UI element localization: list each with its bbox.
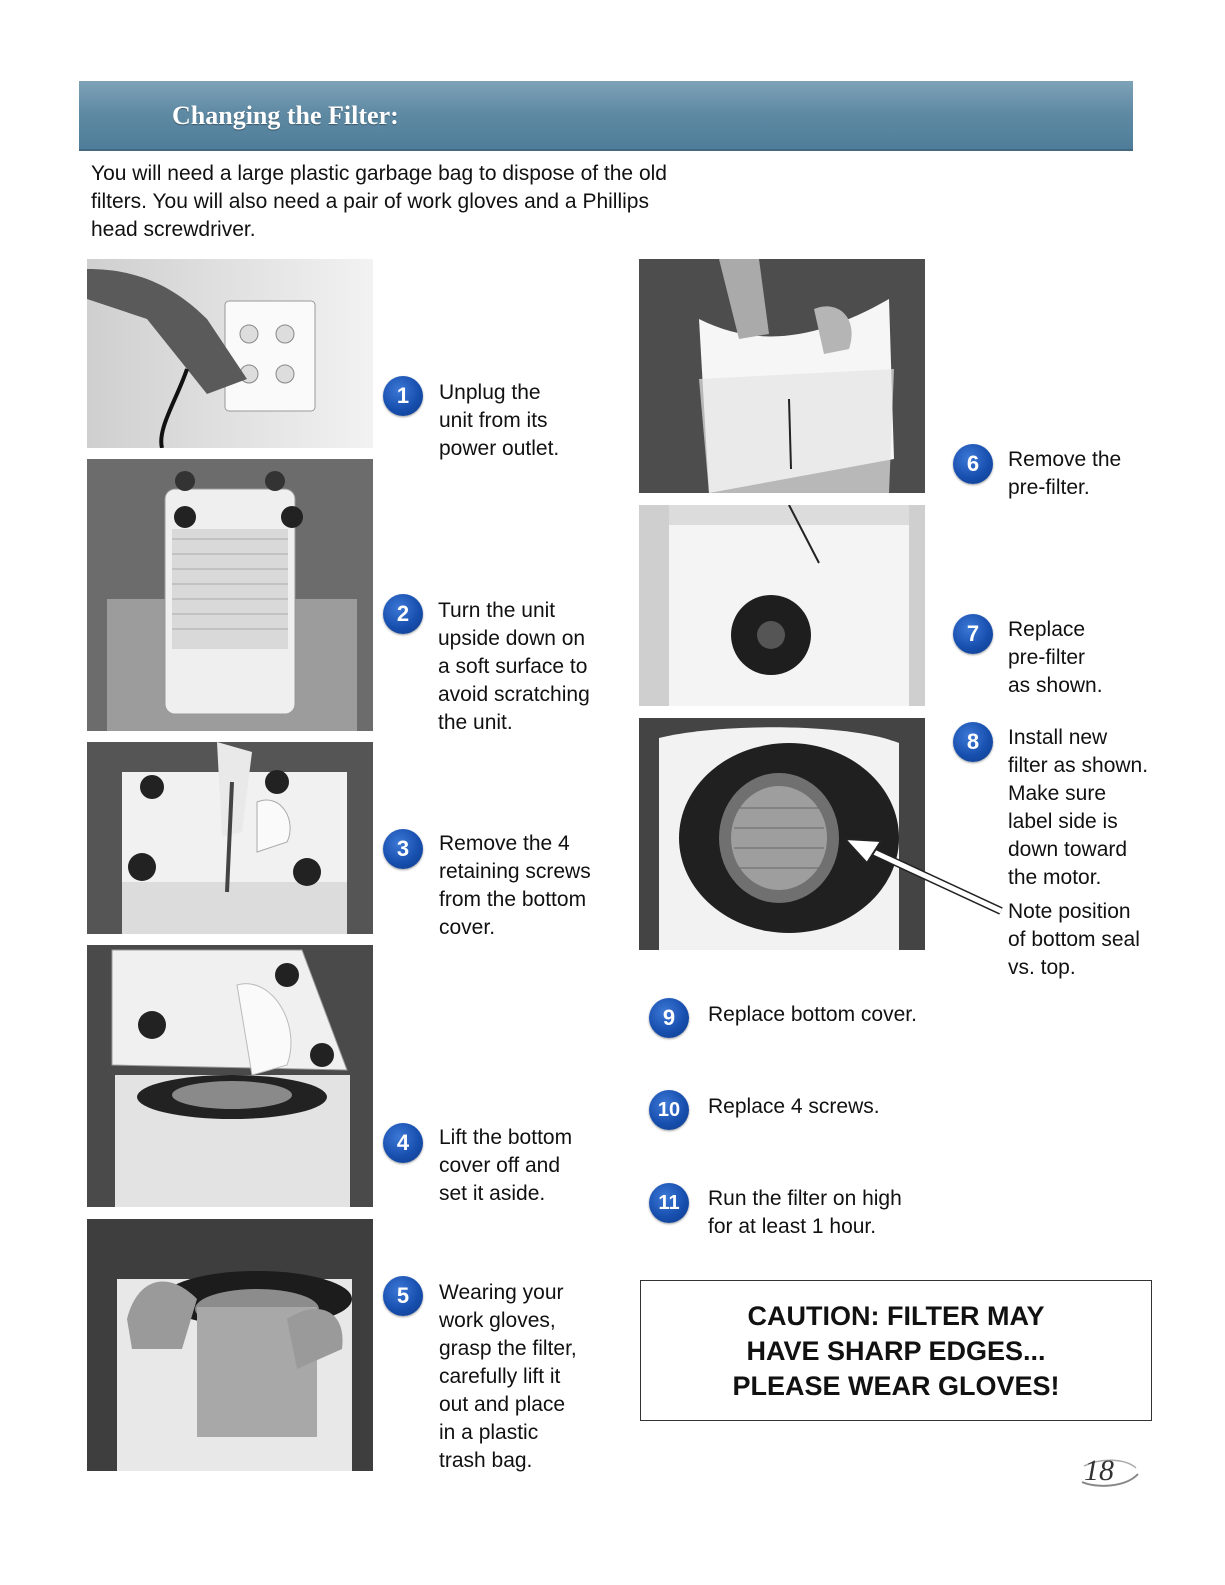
photo-remove-screws (87, 742, 373, 934)
step-line: Replace 4 screws. (708, 1095, 880, 1118)
photo-remove-prefilter (639, 259, 925, 493)
step-line: unit from its (439, 409, 548, 432)
photo-upside-down (87, 459, 373, 731)
step-line: grasp the filter, (439, 1337, 577, 1360)
step-10-badge: 10 (649, 1090, 689, 1130)
step-line: the unit. (438, 711, 513, 734)
step-8-text (1008, 724, 1148, 892)
step-line: retaining screws (439, 860, 591, 883)
photo-lift-cover (87, 945, 373, 1207)
step-8-badge: 8 (953, 722, 993, 762)
step-2-text (438, 597, 590, 737)
step-line: filter as shown. (1008, 754, 1149, 777)
step-line: Run the filter on high (708, 1187, 902, 1210)
step-4-badge: 4 (383, 1123, 423, 1163)
step-line: label side is (1008, 810, 1118, 833)
pointer-arrow (835, 835, 1015, 920)
step-line: pre-filter. (1008, 476, 1090, 499)
step-line: Make sure (1008, 782, 1107, 805)
step-line: Remove the 4 (439, 832, 570, 855)
step-line: Lift the bottom (439, 1126, 573, 1149)
step-3-text (439, 830, 591, 942)
step-line: upside down on (438, 627, 586, 650)
step-line: from the bottom (439, 888, 587, 911)
page-number (1080, 1452, 1140, 1492)
step-9-badge: 9 (649, 998, 689, 1038)
step-line: Remove the (1008, 448, 1122, 471)
step-line: for at least 1 hour. (708, 1215, 877, 1238)
step-5-text (439, 1279, 577, 1475)
step-7-badge: 7 (953, 614, 993, 654)
step-line: Replace bottom cover. (708, 1003, 917, 1026)
step-line: carefully lift it (439, 1365, 561, 1388)
photo-replace-prefilter (639, 505, 925, 706)
photo-unplug (87, 259, 373, 448)
step-line: in a plastic (439, 1421, 539, 1444)
step-10-text (708, 1093, 880, 1121)
step-line: down toward (1008, 838, 1128, 861)
caution-box (640, 1280, 1152, 1421)
step-line: Wearing your (439, 1281, 564, 1304)
step-line: trash bag. (439, 1449, 533, 1472)
note-line: of bottom seal (1008, 928, 1140, 951)
step-line: cover. (439, 916, 496, 939)
note-line: vs. top. (1008, 956, 1076, 979)
section-banner (79, 81, 1133, 151)
note-line: Note position (1008, 900, 1131, 923)
caution-line: CAUTION: FILTER MAY (747, 1301, 1045, 1331)
step-line: Replace (1008, 618, 1086, 641)
step-line: a soft surface to (438, 655, 588, 678)
step-9-text (708, 1001, 917, 1029)
step-line: out and place (439, 1393, 566, 1416)
step-line: cover off and (439, 1154, 561, 1177)
photo-remove-filter (87, 1219, 373, 1471)
step-line: Unplug the (439, 381, 541, 404)
intro-paragraph: You will need a large plastic garbage bag to dispose of the old filters. You will also need a pair of work gloves and a Phillips head screwdriver. (91, 162, 667, 241)
step-1-badge: 1 (383, 376, 423, 416)
step-2-badge: 2 (383, 594, 423, 634)
step-line: the motor. (1008, 866, 1102, 889)
step-6-text (1008, 446, 1121, 502)
step-11-text (708, 1185, 902, 1241)
step-line: Turn the unit (438, 599, 556, 622)
step-line: as shown. (1008, 674, 1103, 697)
step-line: Install new (1008, 726, 1108, 749)
step-6-badge: 6 (953, 444, 993, 484)
step-5-badge: 5 (383, 1276, 423, 1316)
caution-line: HAVE SHARP EDGES... (746, 1336, 1046, 1366)
step-4-text (439, 1124, 572, 1208)
caution-line: PLEASE WEAR GLOVES! (732, 1371, 1060, 1401)
seal-note (1008, 898, 1140, 982)
page-number-text: 18 (1084, 1454, 1114, 1487)
step-line: avoid scratching (438, 683, 590, 706)
step-11-badge: 11 (649, 1183, 689, 1223)
step-line: work gloves, (439, 1309, 556, 1332)
step-line: pre-filter (1008, 646, 1086, 669)
step-3-badge: 3 (383, 829, 423, 869)
step-1-text (439, 379, 559, 463)
step-line: power outlet. (439, 437, 560, 460)
step-line: set it aside. (439, 1182, 546, 1205)
step-7-text (1008, 616, 1103, 700)
section-title: Changing the Filter: (172, 101, 399, 130)
